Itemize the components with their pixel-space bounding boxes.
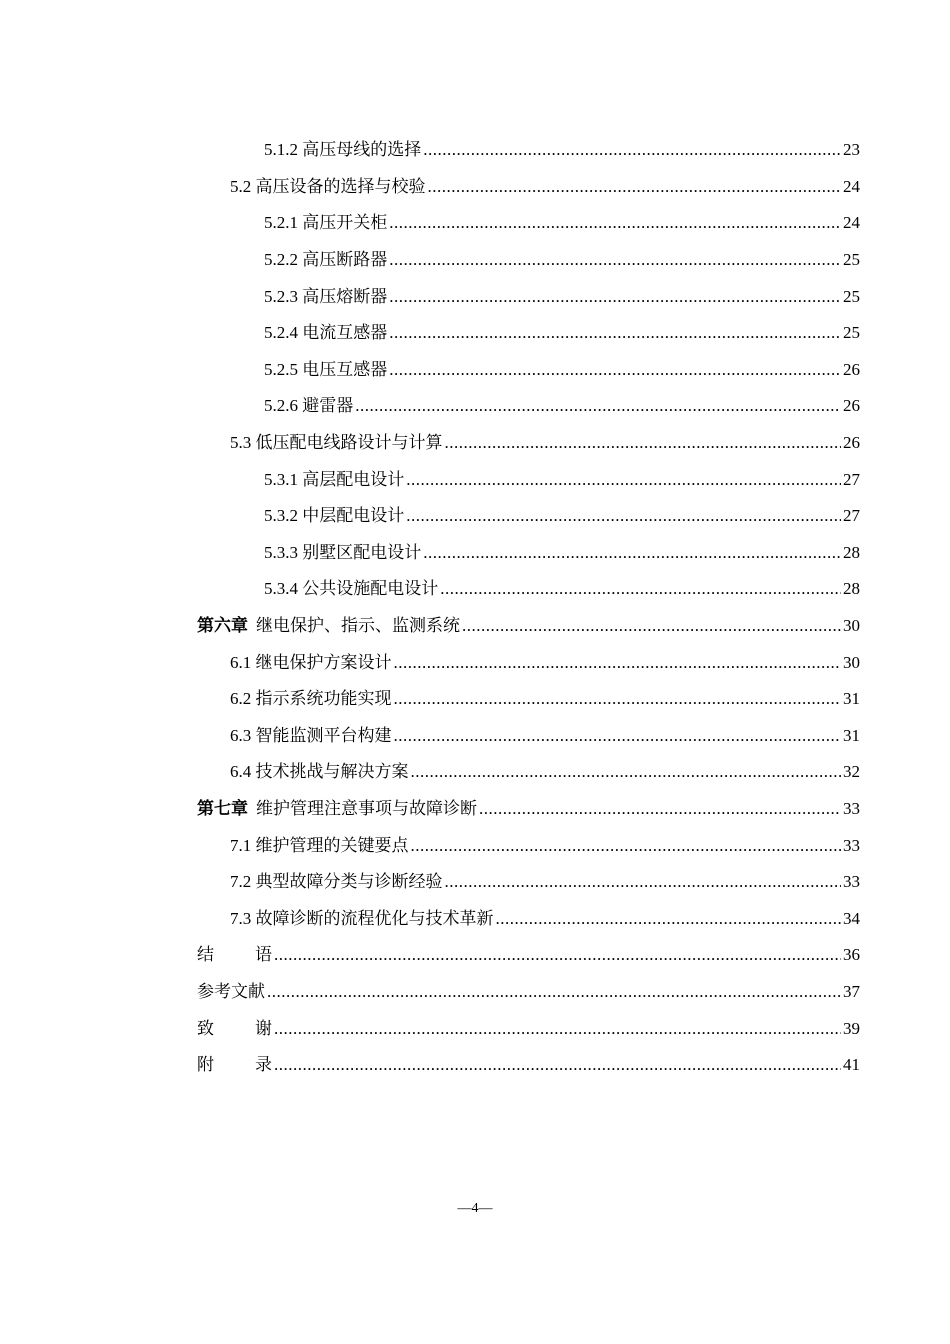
toc-entry[interactable]: [0, 571, 950, 608]
toc-entry[interactable]: [0, 681, 950, 718]
toc-entry-line: [264, 396, 860, 416]
dot-leader: [406, 506, 841, 526]
toc-entry[interactable]: [0, 315, 950, 352]
toc-page-number: 34: [843, 908, 860, 928]
toc-page-number: 37: [843, 981, 860, 1001]
toc-entry-title: 5.2 高压设备的选择与校验: [230, 176, 426, 196]
toc-page-number: 24: [843, 213, 860, 233]
toc-entry-line: [264, 140, 860, 160]
toc-entry-title: [197, 1055, 272, 1075]
toc-entry-line: [230, 726, 860, 746]
dot-leader: [428, 177, 842, 197]
dot-leader: [274, 945, 841, 965]
toc-entry-line: [264, 323, 860, 343]
toc-page-number: 25: [843, 286, 860, 306]
dot-leader: [406, 470, 841, 490]
spaced-title-char: 结: [197, 945, 214, 965]
dot-leader: [355, 396, 841, 416]
toc-entry-title: 5.2.3 高压熔断器: [264, 286, 388, 306]
toc-page-number: 26: [843, 396, 860, 416]
toc-entry-line: [197, 616, 860, 636]
toc-entry[interactable]: [0, 937, 950, 974]
dot-leader: [274, 1019, 841, 1039]
toc-entry-line: [264, 506, 860, 526]
dot-leader: [267, 982, 841, 1002]
toc-entry[interactable]: [0, 132, 950, 169]
toc-entry-title: 7.2 典型故障分类与诊断经验: [230, 872, 443, 892]
toc-entry[interactable]: [0, 791, 950, 828]
dot-leader: [423, 543, 841, 563]
toc-entry-title: [197, 799, 477, 819]
toc-entry-title: 6.3 智能监测平台构建: [230, 725, 392, 745]
toc-page-number: 31: [843, 725, 860, 745]
dot-leader: [479, 799, 841, 819]
dot-leader: [496, 909, 842, 929]
toc-entry-title: [197, 1019, 272, 1039]
toc-entry-title: 5.3.1 高层配电设计: [264, 469, 405, 489]
toc-entry-title: 5.2.2 高压断路器: [264, 250, 388, 270]
toc-entry[interactable]: [0, 974, 950, 1011]
toc-entry-title: 5.3.3 别墅区配电设计: [264, 542, 422, 562]
toc-entry[interactable]: [0, 754, 950, 791]
toc-entry-line: [264, 213, 860, 233]
toc-entry-line: [264, 287, 860, 307]
toc-entry-line: [230, 836, 860, 856]
dot-leader: [445, 872, 842, 892]
toc-page-number: 39: [843, 1018, 860, 1038]
toc-entry-title: 6.2 指示系统功能实现: [230, 689, 392, 709]
toc-entry[interactable]: [0, 498, 950, 535]
toc-entry[interactable]: [0, 1047, 950, 1084]
dot-leader: [445, 433, 842, 453]
dot-leader: [440, 579, 841, 599]
toc-entry-title: 5.2.6 避雷器: [264, 396, 354, 416]
toc-entry-title: 5.3 低压配电线路设计与计算: [230, 433, 443, 453]
toc-entry[interactable]: [0, 827, 950, 864]
toc-entry-title: 5.2.1 高压开关柜: [264, 213, 388, 233]
toc-page-number: 33: [843, 835, 860, 855]
spaced-title-char: 附: [197, 1055, 214, 1075]
dot-leader: [389, 360, 841, 380]
toc-entry[interactable]: [0, 718, 950, 755]
chapter-number: 第六章: [197, 616, 248, 636]
toc-entry-line: [197, 982, 860, 1002]
toc-entry[interactable]: [0, 864, 950, 901]
toc-entry-title: 5.1.2 高压母线的选择: [264, 140, 422, 160]
dot-leader: [411, 836, 842, 856]
toc-entry[interactable]: [0, 388, 950, 425]
dot-leader: [389, 213, 841, 233]
toc-entry-title: [197, 945, 272, 965]
toc-entry-line: [230, 689, 860, 709]
toc-entry[interactable]: [0, 1010, 950, 1047]
chapter-title: 维护管理注意事项与故障诊断: [256, 798, 477, 818]
toc-entry-line: [230, 909, 860, 929]
toc-page-number: 26: [843, 359, 860, 379]
toc-entry-line: [230, 653, 860, 673]
toc-entry-line: [197, 799, 860, 819]
toc-entry-line: [230, 762, 860, 782]
spaced-title-char: 谢: [255, 1018, 272, 1038]
toc-page-number: 31: [843, 689, 860, 709]
toc-entry-line: [264, 360, 860, 380]
toc-page-number: 24: [843, 176, 860, 196]
toc-page-number: 28: [843, 579, 860, 599]
dot-leader: [411, 762, 842, 782]
table-of-contents: [0, 132, 950, 1083]
toc-page-number: 28: [843, 542, 860, 562]
dot-leader: [394, 653, 842, 673]
toc-page-number: 30: [843, 652, 860, 672]
toc-entry-line: [264, 579, 860, 599]
toc-entry[interactable]: [0, 242, 950, 279]
toc-entry-title: 6.4 技术挑战与解决方案: [230, 762, 409, 782]
spaced-title-char: 录: [255, 1055, 272, 1075]
toc-page-number: 41: [843, 1055, 860, 1075]
toc-page-number: 32: [843, 762, 860, 782]
toc-entry-line: [197, 1019, 860, 1039]
dot-leader: [274, 1055, 841, 1075]
chapter-title: 继电保护、指示、监测系统: [256, 616, 460, 636]
toc-entry-line: [197, 1055, 860, 1075]
toc-entry-title: 7.3 故障诊断的流程优化与技术革新: [230, 908, 494, 928]
toc-page-number: 27: [843, 506, 860, 526]
toc-entry-line: [197, 945, 860, 965]
toc-entry[interactable]: [0, 425, 950, 462]
toc-entry[interactable]: [0, 278, 950, 315]
dot-leader: [423, 140, 841, 160]
toc-entry-title: 5.2.4 电流互感器: [264, 323, 388, 343]
toc-page-number: 25: [843, 250, 860, 270]
toc-entry-title: [197, 616, 460, 636]
toc-entry[interactable]: [0, 608, 950, 645]
toc-entry[interactable]: [0, 205, 950, 242]
toc-entry[interactable]: [0, 644, 950, 681]
toc-entry-title: 参考文献: [197, 981, 265, 1001]
toc-entry-line: [230, 433, 860, 453]
toc-page-number: 27: [843, 469, 860, 489]
toc-entry-title: 5.3.2 中层配电设计: [264, 506, 405, 526]
dot-leader: [389, 287, 841, 307]
spaced-title-char: 致: [197, 1018, 214, 1038]
toc-page-number: 36: [843, 945, 860, 965]
toc-entry[interactable]: [0, 461, 950, 498]
toc-page-number: 26: [843, 433, 860, 453]
toc-entry-line: [264, 250, 860, 270]
toc-entry-title: 5.2.5 电压互感器: [264, 359, 388, 379]
dot-leader: [389, 323, 841, 343]
toc-entry-title: 7.1 维护管理的关键要点: [230, 835, 409, 855]
toc-page-number: 33: [843, 798, 860, 818]
dot-leader: [462, 616, 841, 636]
dot-leader: [394, 689, 842, 709]
toc-entry-title: 5.3.4 公共设施配电设计: [264, 579, 439, 599]
page-number-footer: —4—: [457, 1201, 493, 1216]
dot-leader: [394, 726, 842, 746]
toc-entry-line: [264, 470, 860, 490]
toc-entry-line: [264, 543, 860, 563]
toc-entry[interactable]: [0, 169, 950, 206]
toc-page-number: 33: [843, 872, 860, 892]
toc-entry-title: 6.1 继电保护方案设计: [230, 652, 392, 672]
chapter-number: 第七章: [197, 798, 248, 818]
toc-page-number: 23: [843, 140, 860, 160]
dot-leader: [389, 250, 841, 270]
toc-entry[interactable]: [0, 900, 950, 937]
toc-entry-line: [230, 177, 860, 197]
toc-page-number: 30: [843, 616, 860, 636]
toc-entry-line: [230, 872, 860, 892]
spaced-title-char: 语: [255, 945, 272, 965]
toc-entry[interactable]: [0, 352, 950, 389]
toc-entry[interactable]: [0, 535, 950, 572]
toc-page-number: 25: [843, 323, 860, 343]
